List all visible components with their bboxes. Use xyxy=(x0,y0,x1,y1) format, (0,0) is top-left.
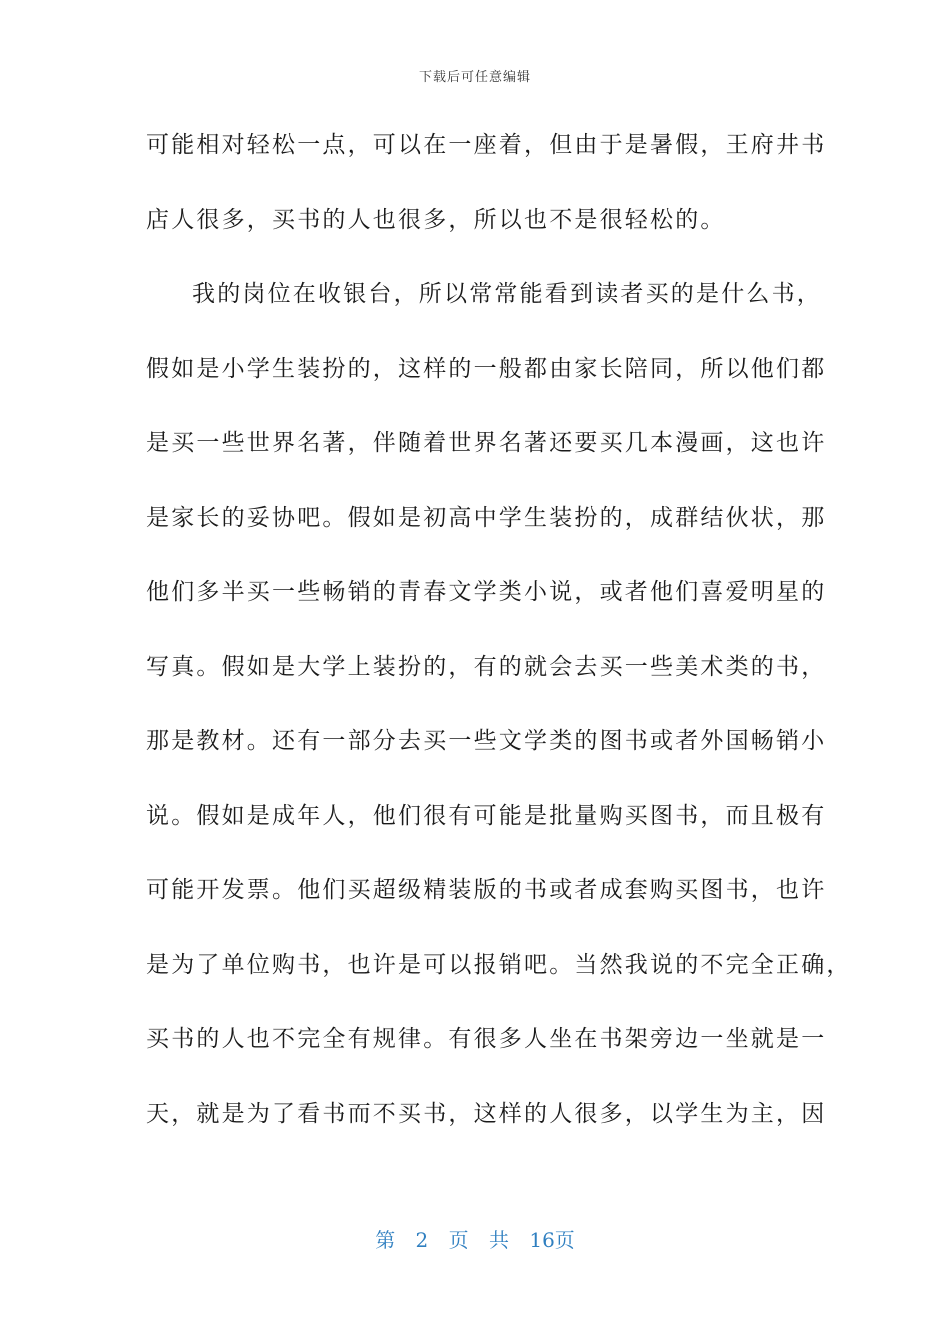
header-note: 下载后可任意编辑 xyxy=(418,70,531,85)
text-line: 买书的人也不完全有规律。有很多人坐在书架旁边一坐就是一 xyxy=(146,1026,827,1052)
page-footer xyxy=(0,1224,950,1253)
text-line: 可能相对轻松一点，可以在一座着，但由于是暑假，王府井书 xyxy=(146,132,827,158)
paragraph-start-line: 我的岗位在收银台，所以常常能看到读者买的是什么书， xyxy=(192,281,822,307)
text-line: 是买一些世界名著，伴随着世界名著还要买几本漫画，这也许 xyxy=(146,430,827,456)
document-body xyxy=(146,122,852,1165)
footer-page-word: 页 xyxy=(448,1228,469,1252)
footer-total-pages: 16页 xyxy=(529,1228,575,1252)
text-line: 店人很多，买书的人也很多，所以也不是很轻松的。 xyxy=(146,206,726,233)
text-line: 那是教材。还有一部分去买一些文学类的图书或者外国畅销小 xyxy=(146,728,827,754)
text-line: 写真。假如是大学上装扮的，有的就会去买一些美术类的书， xyxy=(146,653,827,680)
footer-total-word: 共 xyxy=(489,1228,509,1252)
text-line: 假如是小学生装扮的，这样的一般都由家长陪同，所以他们都 xyxy=(146,355,827,382)
text-line: 是为了单位购书，也许是可以报销吧。当然我说的不完全正确， xyxy=(146,951,852,978)
text-line: 是家长的妥协吧。假如是初高中学生装扮的，成群结伙状，那 xyxy=(146,504,827,531)
text-line: 可能开发票。他们买超级精装版的书或者成套购买图书，也许 xyxy=(146,877,827,903)
footer-page-number: 2 xyxy=(415,1228,429,1252)
text-line: 说。假如是成年人，他们很有可能是批量购买图书，而且极有 xyxy=(146,802,827,829)
text-line: 他们多半买一些畅销的青春文学类小说，或者他们喜爱明星的 xyxy=(146,579,827,605)
text-line: 天，就是为了看书而不买书，这样的人很多，以学生为主，因 xyxy=(146,1100,827,1127)
footer-prefix: 第 xyxy=(375,1228,396,1252)
